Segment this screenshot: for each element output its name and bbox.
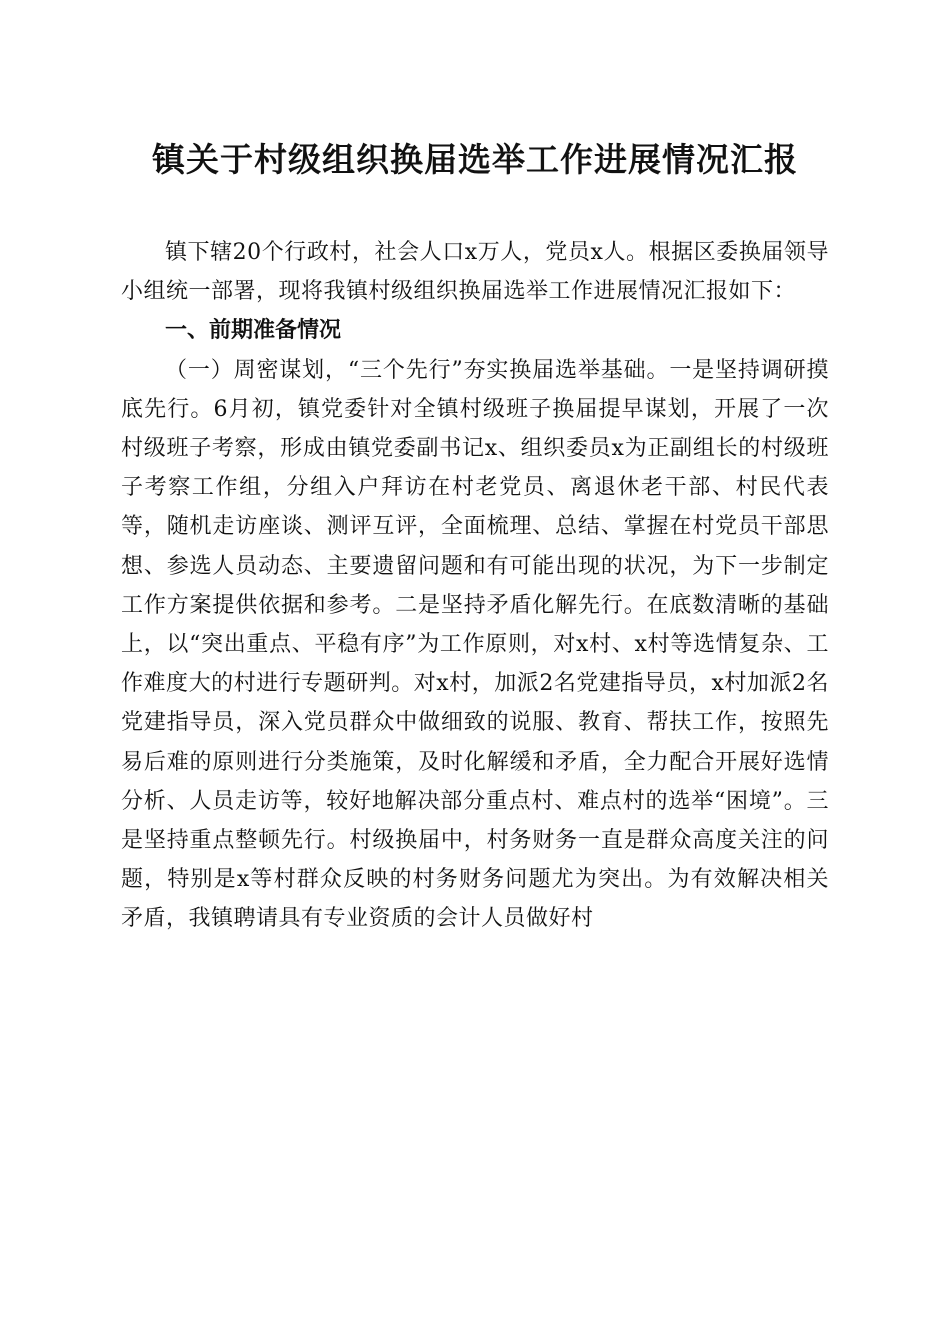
document-title: 镇关于村级组织换届选举工作进展情况汇报 xyxy=(152,140,798,179)
intro-paragraph: 镇下辖20个行政村，社会人口x万人，党员x人。根据区委换届领导小组统一部署，现将我镇村级组织换届选举工作进展情况汇报如下： xyxy=(121,240,829,305)
body-paragraph: （一）周密谋划，“三个先行”夯实换届选举基础。一是坚持调研摸底先行。6月初，镇党委针对全镇村级班子换届提早谋划，开展了一次村级班子考察，形成由镇党委副书记x、组织委员x为正副组长的村级班子考察工作组，分组入户拜访在村老党员、离退休老干部、村民代表等，随机走访座谈、测评互评，全面梳理、总结、掌握在村党员干部思想、参选人员动态、主要遗留问题和有可能出现的状况，为下一步制定工作方案提供依据和参考。二是坚持矛盾化解先行。在底数清晰的基础上，以“突出重点、平稳有序”为工作原则，对x村、x村等选情复杂、工作难度大的村进行专题研判。对x村，加派2名党建指导员，x村加派2名党建指导员，深入党员群众中做细致的说服、教育、帮扶工作，按照先易后难的原则进行分类施策，及时化解缓和矛盾，全力配合开展好选情分析、人员走访等，较好地解决部分重点村、难点村的选举“困境”。三是坚持重点整顿先行。村级换届中，村务财务一直是群众高度关注的问题，特别是x等村群众反映的村务财务问题尤为突出。为有效解决相关矛盾，我镇聘请具有专业资质的会计人员做好村 xyxy=(121,357,829,932)
section-heading: 一、前期准备情况 xyxy=(165,318,342,344)
document-body xyxy=(121,233,829,939)
